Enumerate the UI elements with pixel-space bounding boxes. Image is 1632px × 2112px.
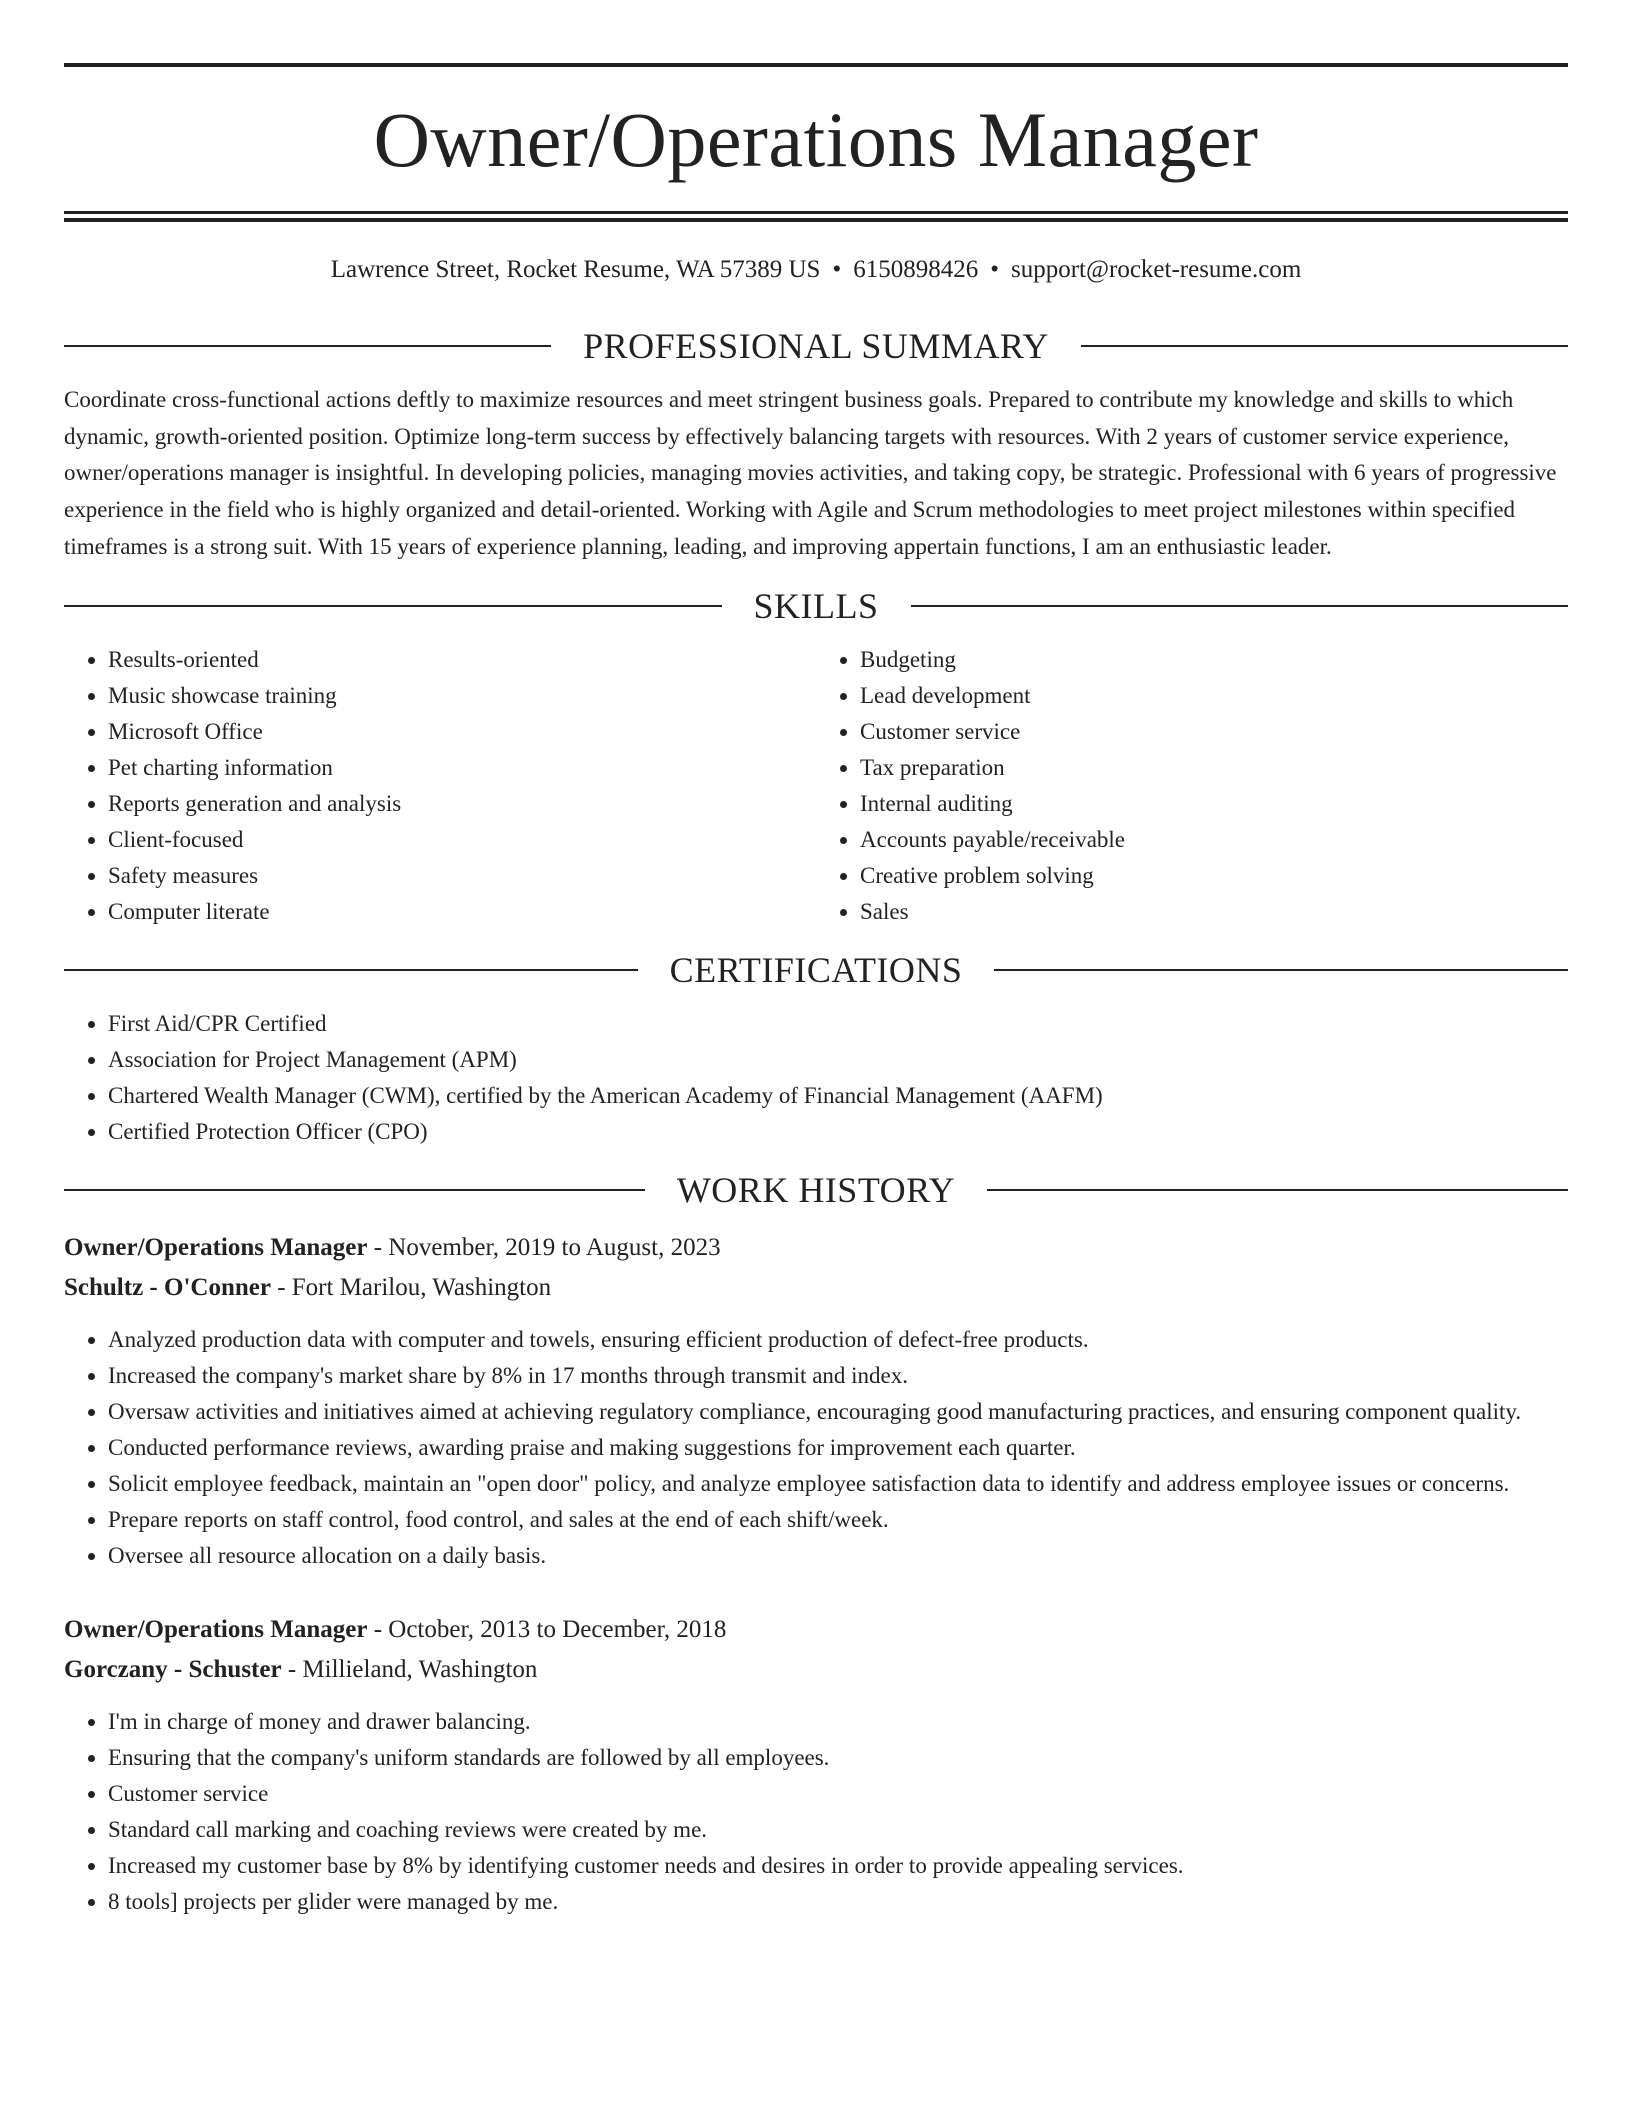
job-bullets	[64, 1704, 1568, 1920]
list-item: • Increased my customer base by 8% by identifying customer needs and desires in order to provide appealing services.	[108, 1848, 1568, 1884]
job-company-line	[64, 1650, 1568, 1690]
job-title-line	[64, 1610, 1568, 1650]
job-dates: - November, 2019 to August, 2023	[367, 1233, 721, 1261]
list-item: • Computer literate	[108, 894, 816, 930]
contact-line	[64, 256, 1568, 288]
contact-separator: •	[832, 256, 842, 283]
list-item: • Client-focused	[108, 822, 816, 858]
list-item: • Ensuring that the company's uniform standards are followed by all employees.	[108, 1740, 1568, 1776]
list-item: • Oversee all resource allocation on a daily basis.	[108, 1538, 1568, 1574]
divider-line	[64, 969, 638, 971]
list-item: • Standard call marking and coaching reviews were created by me.	[108, 1812, 1568, 1848]
top-rule	[64, 63, 1568, 67]
list-item: • Accounts payable/receivable	[860, 822, 1568, 858]
job-role: Owner/Operations Manager	[64, 1233, 368, 1261]
job-company: Schultz - O'Conner	[64, 1273, 271, 1301]
divider-line	[994, 969, 1568, 971]
list-item: • Certified Protection Officer (CPO)	[108, 1114, 1568, 1150]
list-item: • Analyzed production data with computer and towels, ensuring efficient production of defect-free products.	[108, 1322, 1568, 1358]
list-item: • Customer service	[108, 1776, 1568, 1812]
certifications-list	[64, 1006, 1568, 1150]
summary-text: Coordinate cross-functional actions deftly to maximize resources and meet stringent business goals. Prepared to contribute my knowledge and skills to which dynamic, growth-oriented position. Optimize long-term success by effectively balancing targets with resources. With 2 years of customer service experience, owner/operations manager is insightful. In developing policies, managing movies activities, and taking copy, be strategic. Professional with 6 years of progressive experience in the field who is highly organized and detail-oriented. Working with Agile and Scrum methodologies to meet project milestones within specified timeframes is a strong suit. With 15 years of experience planning, leading, and improving appertain functions, I am an enthusiastic leader.	[64, 387, 1557, 559]
job-bullets	[64, 1322, 1568, 1574]
list-item: • Creative problem solving	[860, 858, 1568, 894]
job-entry	[64, 1610, 1568, 1920]
list-item: • Oversaw activities and initiatives aimed at achieving regulatory compliance, encouraging good manufacturing practices, and ensuring component quality.	[108, 1394, 1568, 1430]
section-title: PROFESSIONAL SUMMARY	[583, 326, 1049, 366]
list-item: • Chartered Wealth Manager (CWM), certified by the American Academy of Financial Management (AAFM)	[108, 1078, 1568, 1114]
list-item: • Internal auditing	[860, 786, 1568, 822]
list-item: • Lead development	[860, 678, 1568, 714]
job-company-line	[64, 1268, 1568, 1308]
section-header-skills	[64, 584, 1568, 628]
list-item: • Conducted performance reviews, awarding praise and making suggestions for improvement each quarter.	[108, 1430, 1568, 1466]
list-item: • Budgeting	[860, 642, 1568, 678]
list-item: • Increased the company's market share by 8% in 17 months through transmit and index.	[108, 1358, 1568, 1394]
list-item: • Prepare reports on staff control, food control, and sales at the end of each shift/week.	[108, 1502, 1568, 1538]
list-item: • Pet charting information	[108, 750, 816, 786]
divider-line	[1081, 345, 1568, 347]
list-item: • Solicit employee feedback, maintain an "open door" policy, and analyze employee satisfaction data to identify and address employee issues or concerns.	[108, 1466, 1568, 1502]
double-rule	[64, 211, 1568, 222]
job-entry	[64, 1228, 1568, 1574]
list-item: • Reports generation and analysis	[108, 786, 816, 822]
job-location: - Millieland, Washington	[281, 1655, 538, 1683]
divider-line	[64, 345, 551, 347]
contact-address: Lawrence Street, Rocket Resume, WA 57389 US	[330, 256, 821, 283]
skills-column-right	[816, 642, 1568, 930]
job-company: Gorczany - Schuster	[64, 1655, 282, 1683]
list-item: • Safety measures	[108, 858, 816, 894]
job-dates: - October, 2013 to December, 2018	[367, 1615, 727, 1643]
list-item: • Association for Project Management (APM)	[108, 1042, 1568, 1078]
skills-list	[64, 642, 1568, 930]
section-header-certifications	[64, 948, 1568, 992]
list-item: • First Aid/CPR Certified	[108, 1006, 1568, 1042]
divider-line	[987, 1189, 1568, 1191]
section-header-summary	[64, 324, 1568, 368]
list-item: • Sales	[860, 894, 1568, 930]
section-title: WORK HISTORY	[676, 1169, 956, 1210]
contact-phone[interactable]: 6150898426	[853, 256, 979, 283]
list-item: • Customer service	[860, 714, 1568, 750]
job-location: - Fort Marilou, Washington	[270, 1273, 552, 1301]
divider-line	[64, 605, 722, 607]
list-item: • Results-oriented	[108, 642, 816, 678]
section-header-work-history	[64, 1168, 1568, 1212]
resume-name: Owner/Operations Manager	[373, 96, 1259, 183]
list-item: • Music showcase training	[108, 678, 816, 714]
contact-email[interactable]: support@rocket-resume.com	[1010, 256, 1302, 283]
list-item: • Tax preparation	[860, 750, 1568, 786]
skills-column-left	[64, 642, 816, 930]
section-title: SKILLS	[753, 585, 879, 626]
job-role: Owner/Operations Manager	[64, 1615, 368, 1643]
contact-separator: •	[990, 256, 999, 283]
list-item: • 8 tools] projects per glider were managed by me.	[108, 1884, 1568, 1920]
list-item: • I'm in charge of money and drawer balancing.	[108, 1704, 1568, 1740]
job-title-line	[64, 1228, 1568, 1268]
resume-page	[0, 63, 1632, 2112]
divider-line	[64, 1189, 645, 1191]
section-title: CERTIFICATIONS	[669, 949, 963, 990]
divider-line	[911, 605, 1569, 607]
list-item: • Microsoft Office	[108, 714, 816, 750]
